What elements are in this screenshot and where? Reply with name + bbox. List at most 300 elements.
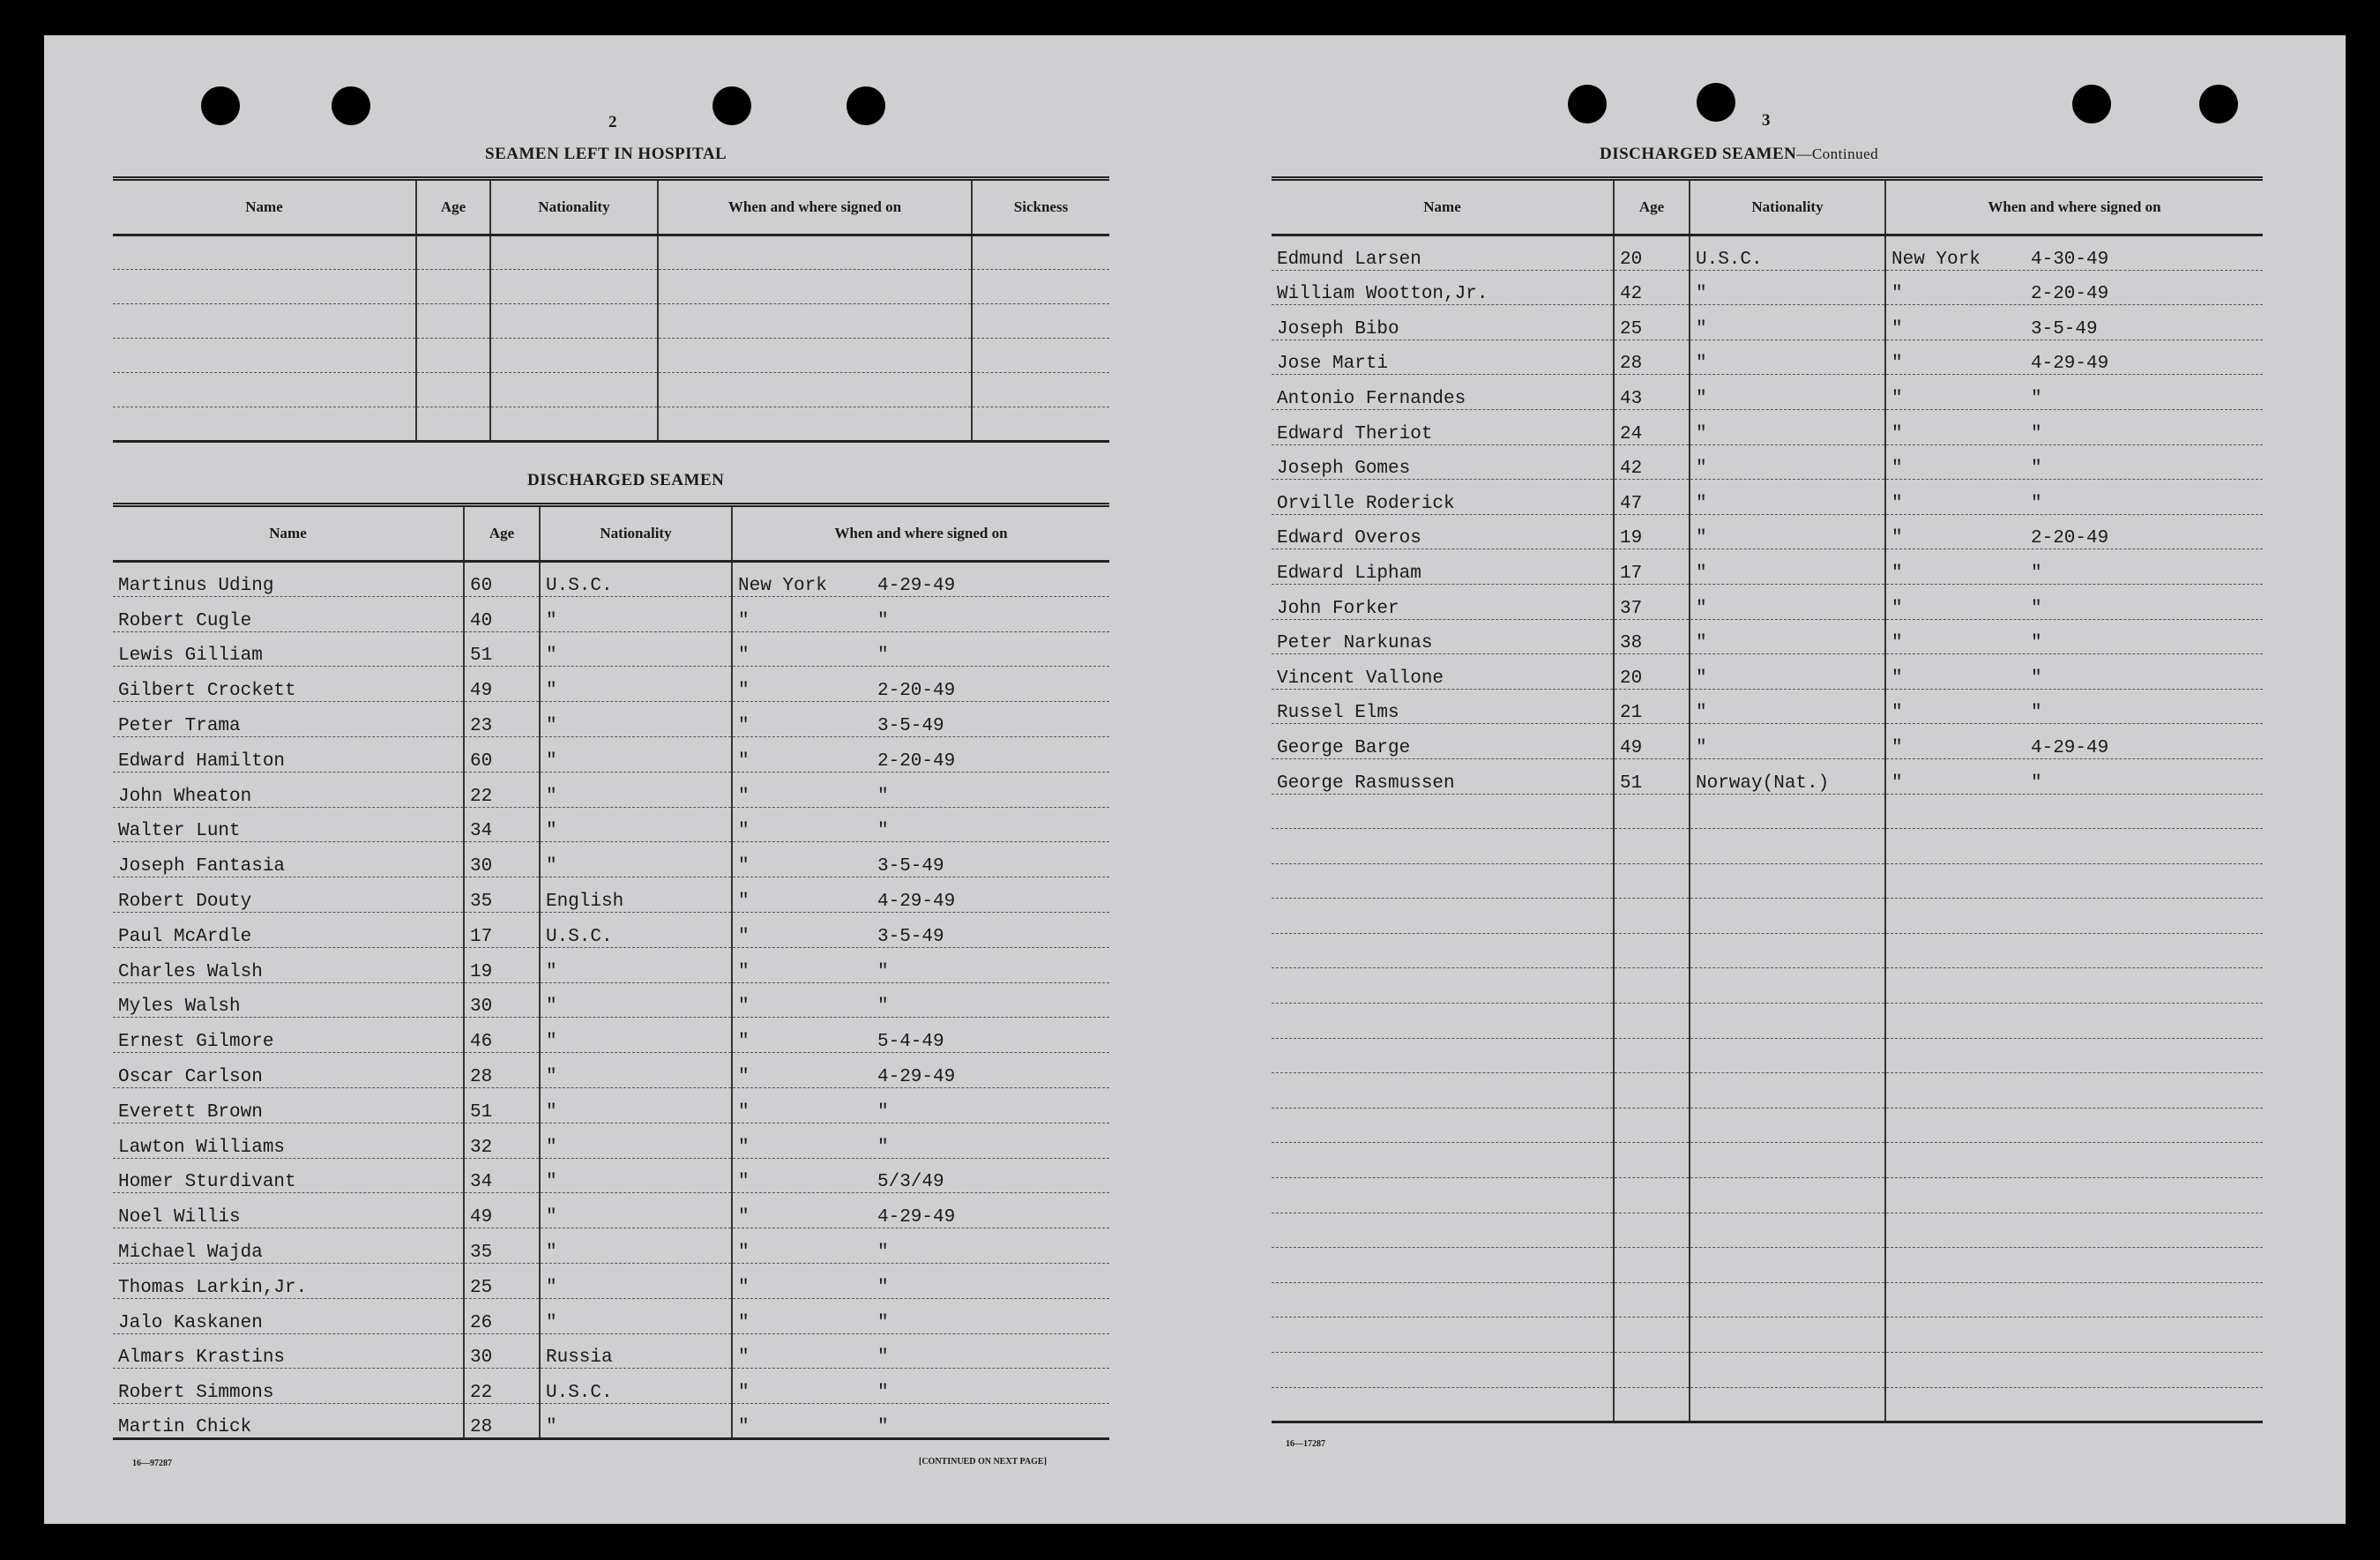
- table-row: [1272, 375, 2263, 410]
- signed-on-place: ": [738, 750, 750, 772]
- seaman-age: 49: [1614, 724, 1690, 759]
- signed-on-cell: [1885, 758, 2263, 794]
- seaman-age: 37: [1614, 584, 1690, 619]
- seaman-age: 43: [1614, 375, 1690, 410]
- signed-on-cell: [1885, 375, 2263, 410]
- signed-on-cell: [732, 1158, 1109, 1193]
- continued-note: [CONTINUED ON NEXT PAGE]: [919, 1457, 1047, 1467]
- table-row: [1272, 549, 2263, 585]
- table-row: [113, 912, 1109, 947]
- signed-on-cell: [1885, 689, 2263, 724]
- seaman-name: Michael Wajda: [113, 1228, 464, 1264]
- seaman-nationality: ": [540, 1087, 732, 1123]
- table-row: [113, 1263, 1109, 1298]
- signed-on-date: ": [877, 646, 889, 667]
- seaman-nationality: ": [540, 702, 732, 737]
- empty-cell: [1272, 1073, 1614, 1108]
- signed-on-cell: [732, 1087, 1109, 1123]
- signed-on-cell: [1885, 584, 2263, 619]
- seaman-name: William Wootton,Jr.: [1272, 270, 1614, 305]
- signed-on-date: ": [877, 610, 889, 631]
- seaman-nationality: ": [540, 947, 732, 982]
- signed-on-date: ": [877, 786, 889, 807]
- empty-cell: [1690, 1038, 1885, 1073]
- seaman-nationality: Russia: [540, 1333, 732, 1369]
- seaman-name: Antonio Fernandes: [1272, 375, 1614, 410]
- seaman-age: 19: [1614, 514, 1690, 549]
- discharged-section-title: DISCHARGED SEAMEN: [527, 471, 725, 489]
- seaman-nationality: ": [540, 631, 732, 667]
- signed-on-cell: [732, 667, 1109, 702]
- seaman-age: 22: [464, 772, 540, 807]
- signed-on-cell: [732, 1333, 1109, 1369]
- empty-cell: [1885, 1353, 2263, 1388]
- signed-on-date: ": [2031, 423, 2042, 444]
- empty-cell: [972, 373, 1109, 407]
- signed-on-place: ": [1891, 668, 1903, 689]
- empty-row: [113, 373, 1109, 407]
- signed-on-place: ": [1891, 318, 1903, 340]
- empty-cell: [1885, 899, 2263, 934]
- seaman-name: Robert Simmons: [113, 1369, 464, 1404]
- table-row: [1272, 270, 2263, 305]
- signed-on-date: 5/3/49: [877, 1172, 944, 1193]
- signed-on-place: ": [738, 996, 750, 1018]
- empty-row: [113, 304, 1109, 339]
- signed-on-cell: [1885, 514, 2263, 549]
- empty-cell: [1272, 863, 1614, 899]
- seaman-age: 38: [1614, 619, 1690, 654]
- empty-cell: [1272, 829, 1614, 864]
- seaman-age: 28: [464, 1053, 540, 1088]
- column-header: Name: [113, 179, 416, 235]
- table-row: [1272, 480, 2263, 515]
- table-row: [113, 1018, 1109, 1053]
- signed-on-cell: [1885, 305, 2263, 340]
- empty-cell: [1272, 1317, 1614, 1353]
- seaman-name: John Forker: [1272, 584, 1614, 619]
- empty-cell: [658, 235, 972, 270]
- empty-cell: [1614, 1387, 1690, 1422]
- seaman-age: 30: [464, 1333, 540, 1369]
- seaman-nationality: ": [540, 807, 732, 842]
- empty-cell: [1272, 1143, 1614, 1178]
- seaman-name: Vincent Vallone: [1272, 654, 1614, 690]
- empty-cell: [1614, 933, 1690, 968]
- empty-cell: [1690, 794, 1885, 829]
- table-row: [1272, 409, 2263, 444]
- seaman-age: 34: [464, 1158, 540, 1193]
- empty-row: [1272, 1178, 2263, 1213]
- seaman-nationality: ": [1690, 340, 1885, 375]
- empty-cell: [1885, 794, 2263, 829]
- signed-on-date: ": [877, 1137, 889, 1158]
- empty-cell: [658, 373, 972, 407]
- empty-row: [1272, 1387, 2263, 1422]
- table-row: [113, 982, 1109, 1018]
- signed-on-cell: [732, 702, 1109, 737]
- form-number-left: 16—97287: [132, 1459, 172, 1468]
- signed-on-place: ": [1891, 459, 1903, 480]
- empty-cell: [1885, 968, 2263, 1004]
- empty-cell: [1885, 1038, 2263, 1073]
- table-row: [113, 1228, 1109, 1264]
- signed-on-cell: [732, 1263, 1109, 1298]
- seaman-nationality: ": [540, 1123, 732, 1158]
- empty-cell: [1272, 1038, 1614, 1073]
- signed-on-cell: [732, 842, 1109, 877]
- seaman-age: 20: [1614, 235, 1690, 271]
- signed-on-date: ": [2031, 563, 2042, 584]
- empty-row: [1272, 1073, 2263, 1108]
- seaman-name: Orville Roderick: [1272, 480, 1614, 515]
- empty-row: [1272, 899, 2263, 934]
- seaman-nationality: U.S.C.: [540, 1369, 732, 1404]
- column-header: When and where signed on: [732, 505, 1109, 562]
- empty-cell: [972, 304, 1109, 339]
- seaman-age: 22: [464, 1369, 540, 1404]
- table-row: [113, 877, 1109, 913]
- signed-on-place: ": [738, 786, 750, 807]
- empty-cell: [113, 304, 416, 339]
- seaman-age: 49: [464, 667, 540, 702]
- seaman-nationality: ": [540, 1404, 732, 1439]
- empty-row: [1272, 1317, 2263, 1353]
- table-row: [113, 702, 1109, 737]
- empty-row: [1272, 794, 2263, 829]
- signed-on-cell: [732, 1369, 1109, 1404]
- form-number-right: 16—17287: [1286, 1439, 1325, 1449]
- table-row: [113, 1053, 1109, 1088]
- table-row: [1272, 305, 2263, 340]
- signed-on-place: ": [738, 1416, 750, 1437]
- signed-on-cell: [732, 1404, 1109, 1439]
- signed-on-place: ": [738, 1242, 750, 1263]
- empty-cell: [1272, 933, 1614, 968]
- empty-cell: [1272, 1178, 1614, 1213]
- seaman-name: Noel Willis: [113, 1193, 464, 1228]
- seaman-nationality: ": [540, 982, 732, 1018]
- empty-cell: [1690, 863, 1885, 899]
- empty-cell: [113, 407, 416, 442]
- empty-cell: [972, 339, 1109, 373]
- signed-on-date: ": [2031, 598, 2042, 619]
- signed-on-date: 2-20-49: [2031, 528, 2109, 549]
- seaman-nationality: U.S.C.: [540, 912, 732, 947]
- signed-on-place: ": [1891, 563, 1903, 584]
- seaman-nationality: ": [540, 1228, 732, 1264]
- seaman-name: Edward Theriot: [1272, 409, 1614, 444]
- empty-cell: [1885, 1178, 2263, 1213]
- signed-on-place: ": [738, 1347, 750, 1369]
- empty-cell: [1690, 1387, 1885, 1422]
- empty-cell: [1614, 1143, 1690, 1178]
- empty-cell: [1272, 1004, 1614, 1039]
- empty-cell: [1614, 829, 1690, 864]
- seaman-nationality: ": [540, 1158, 732, 1193]
- table-row: [113, 736, 1109, 772]
- seaman-nationality: ": [1690, 375, 1885, 410]
- seaman-name: George Barge: [1272, 724, 1614, 759]
- empty-row: [1272, 1038, 2263, 1073]
- signed-on-date: 3-5-49: [877, 715, 944, 736]
- page-number-right: 3: [1762, 111, 1771, 130]
- seaman-age: 35: [464, 1228, 540, 1264]
- seaman-nationality: ": [1690, 584, 1885, 619]
- signed-on-cell: [1885, 619, 2263, 654]
- empty-cell: [1614, 863, 1690, 899]
- hospital-section-title: SEAMEN LEFT IN HOSPITAL: [485, 145, 727, 163]
- column-header: When and where signed on: [658, 179, 972, 235]
- document-sheet: [44, 35, 2346, 1524]
- empty-cell: [1690, 1143, 1885, 1178]
- signed-on-cell: [732, 912, 1109, 947]
- seaman-nationality: ": [540, 1053, 732, 1088]
- seaman-nationality: ": [1690, 619, 1885, 654]
- seaman-nationality: ": [540, 736, 732, 772]
- empty-cell: [1690, 1248, 1885, 1283]
- seaman-age: 24: [1614, 409, 1690, 444]
- signed-on-date: 5-4-49: [877, 1032, 944, 1053]
- seaman-nationality: ": [1690, 689, 1885, 724]
- signed-on-place: ": [738, 715, 750, 736]
- signed-on-place: ": [1891, 633, 1903, 654]
- seaman-age: 34: [464, 807, 540, 842]
- signed-on-date: ": [877, 1101, 889, 1123]
- signed-on-place: ": [1891, 493, 1903, 514]
- seaman-age: 25: [1614, 305, 1690, 340]
- discharged-table-left: [113, 503, 1109, 1440]
- empty-cell: [1690, 1353, 1885, 1388]
- table-row: [113, 807, 1109, 842]
- signed-on-date: ": [877, 821, 889, 842]
- seaman-nationality: ": [1690, 409, 1885, 444]
- seaman-age: 30: [464, 982, 540, 1018]
- signed-on-date: ": [2031, 773, 2042, 794]
- seaman-name: Robert Cugle: [113, 596, 464, 631]
- seaman-nationality: ": [1690, 514, 1885, 549]
- empty-row: [1272, 1248, 2263, 1283]
- table-row: [1272, 689, 2263, 724]
- signed-on-place: ": [738, 1383, 750, 1404]
- column-header: Nationality: [490, 179, 658, 235]
- seaman-name: Robert Douty: [113, 877, 464, 913]
- signed-on-date: ": [877, 1347, 889, 1369]
- signed-on-date: ": [877, 1242, 889, 1263]
- table-row: [113, 772, 1109, 807]
- seaman-age: 35: [464, 877, 540, 913]
- empty-cell: [490, 373, 658, 407]
- signed-on-place: ": [1891, 598, 1903, 619]
- seaman-name: Martin Chick: [113, 1404, 464, 1439]
- seaman-name: George Rasmussen: [1272, 758, 1614, 794]
- seaman-nationality: ": [1690, 480, 1885, 515]
- seaman-nationality: ": [1690, 444, 1885, 480]
- empty-cell: [490, 235, 658, 270]
- signed-on-date: ": [877, 961, 889, 982]
- signed-on-cell: [732, 1053, 1109, 1088]
- seaman-nationality: ": [540, 596, 732, 631]
- empty-cell: [1614, 1004, 1690, 1039]
- seaman-name: Gilbert Crockett: [113, 667, 464, 702]
- empty-cell: [1690, 1004, 1885, 1039]
- signed-on-date: 4-29-49: [877, 575, 956, 596]
- signed-on-place: New York: [738, 575, 827, 596]
- empty-cell: [416, 235, 490, 270]
- empty-cell: [1690, 899, 1885, 934]
- empty-cell: [1614, 794, 1690, 829]
- seaman-age: 20: [1614, 654, 1690, 690]
- empty-cell: [1614, 1108, 1690, 1143]
- signed-on-date: 2-20-49: [877, 750, 956, 772]
- seaman-age: 32: [464, 1123, 540, 1158]
- table-row: [1272, 654, 2263, 690]
- seaman-name: John Wheaton: [113, 772, 464, 807]
- seaman-nationality: ": [540, 1193, 732, 1228]
- empty-cell: [1614, 1353, 1690, 1388]
- empty-cell: [490, 407, 658, 442]
- signed-on-cell: [1885, 724, 2263, 759]
- empty-row: [1272, 829, 2263, 864]
- seaman-nationality: ": [1690, 270, 1885, 305]
- empty-cell: [1614, 968, 1690, 1004]
- seaman-name: Edward Overos: [1272, 514, 1614, 549]
- empty-cell: [1614, 1317, 1690, 1353]
- signed-on-date: 4-30-49: [2031, 249, 2109, 270]
- empty-cell: [416, 270, 490, 304]
- signed-on-cell: [732, 1123, 1109, 1158]
- empty-cell: [1614, 1213, 1690, 1248]
- signed-on-date: 3-5-49: [877, 856, 944, 877]
- signed-on-place: ": [738, 856, 750, 877]
- signed-on-place: ": [738, 1137, 750, 1158]
- empty-cell: [658, 270, 972, 304]
- seaman-nationality: ": [540, 1298, 732, 1333]
- table-row: [113, 842, 1109, 877]
- signed-on-date: ": [2031, 493, 2042, 514]
- signed-on-place: ": [1891, 284, 1903, 305]
- punch-hole: [1697, 83, 1735, 122]
- empty-cell: [1272, 1353, 1614, 1388]
- signed-on-cell: [1885, 444, 2263, 480]
- seaman-nationality: ": [1690, 654, 1885, 690]
- signed-on-cell: [732, 1228, 1109, 1264]
- signed-on-date: ": [877, 1416, 889, 1437]
- empty-cell: [113, 339, 416, 373]
- signed-on-date: 3-5-49: [2031, 318, 2098, 340]
- empty-cell: [1690, 1178, 1885, 1213]
- seaman-age: 28: [1614, 340, 1690, 375]
- empty-cell: [1272, 1108, 1614, 1143]
- column-header: Name: [113, 505, 464, 562]
- empty-cell: [416, 339, 490, 373]
- signed-on-cell: [732, 947, 1109, 982]
- empty-cell: [1690, 829, 1885, 864]
- punch-hole: [2199, 85, 2238, 123]
- seaman-age: 17: [1614, 549, 1690, 585]
- seaman-age: 21: [1614, 689, 1690, 724]
- signed-on-place: ": [1891, 388, 1903, 409]
- seaman-name: Walter Lunt: [113, 807, 464, 842]
- signed-on-date: 4-29-49: [2031, 354, 2109, 375]
- signed-on-place: ": [738, 891, 750, 912]
- signed-on-cell: [732, 877, 1109, 913]
- empty-row: [1272, 1282, 2263, 1317]
- seaman-age: 49: [464, 1193, 540, 1228]
- signed-on-cell: [732, 807, 1109, 842]
- signed-on-date: ": [877, 996, 889, 1018]
- column-header: Age: [464, 505, 540, 562]
- seaman-name: Joseph Gomes: [1272, 444, 1614, 480]
- empty-cell: [1690, 1282, 1885, 1317]
- table-row: [113, 1298, 1109, 1333]
- seaman-name: Russel Elms: [1272, 689, 1614, 724]
- signed-on-place: ": [1891, 703, 1903, 724]
- seaman-name: Edward Lipham: [1272, 549, 1614, 585]
- signed-on-date: ": [877, 1312, 889, 1333]
- seaman-age: 26: [464, 1298, 540, 1333]
- column-header: Age: [1614, 179, 1690, 235]
- seaman-age: 23: [464, 702, 540, 737]
- signed-on-date: ": [877, 1277, 889, 1298]
- empty-cell: [1690, 1073, 1885, 1108]
- empty-cell: [1614, 1073, 1690, 1108]
- seaman-nationality: ": [540, 842, 732, 877]
- empty-cell: [1885, 1213, 2263, 1248]
- empty-cell: [113, 270, 416, 304]
- signed-on-place: ": [1891, 528, 1903, 549]
- seaman-name: Paul McArdle: [113, 912, 464, 947]
- signed-on-date: 2-20-49: [2031, 284, 2109, 305]
- signed-on-cell: [732, 562, 1109, 597]
- signed-on-place: ": [738, 681, 750, 702]
- signed-on-place: ": [1891, 737, 1903, 758]
- seaman-nationality: English: [540, 877, 732, 913]
- seaman-age: 42: [1614, 270, 1690, 305]
- column-header: Age: [416, 179, 490, 235]
- table-row: [113, 667, 1109, 702]
- table-row: [1272, 619, 2263, 654]
- table-row: [113, 631, 1109, 667]
- empty-cell: [1885, 1143, 2263, 1178]
- column-header: Nationality: [540, 505, 732, 562]
- seaman-name: Edmund Larsen: [1272, 235, 1614, 271]
- signed-on-place: New York: [1891, 249, 1981, 270]
- empty-cell: [1272, 1248, 1614, 1283]
- signed-on-cell: [732, 736, 1109, 772]
- empty-cell: [1885, 863, 2263, 899]
- signed-on-date: ": [2031, 459, 2042, 480]
- empty-cell: [972, 270, 1109, 304]
- seaman-age: 19: [464, 947, 540, 982]
- discharged-continued-title-main: DISCHARGED SEAMEN: [1600, 145, 1797, 163]
- column-header: When and where signed on: [1885, 179, 2263, 235]
- table-row: [113, 1158, 1109, 1193]
- empty-cell: [1885, 1248, 2263, 1283]
- seaman-name: Lewis Gilliam: [113, 631, 464, 667]
- empty-cell: [490, 339, 658, 373]
- signed-on-place: ": [738, 1207, 750, 1228]
- seaman-age: 60: [464, 562, 540, 597]
- table-row: [1272, 444, 2263, 480]
- empty-cell: [658, 304, 972, 339]
- signed-on-place: ": [738, 610, 750, 631]
- table-row: [113, 947, 1109, 982]
- signed-on-date: ": [2031, 668, 2042, 689]
- signed-on-cell: [732, 596, 1109, 631]
- seaman-age: 30: [464, 842, 540, 877]
- seaman-name: Ernest Gilmore: [113, 1018, 464, 1053]
